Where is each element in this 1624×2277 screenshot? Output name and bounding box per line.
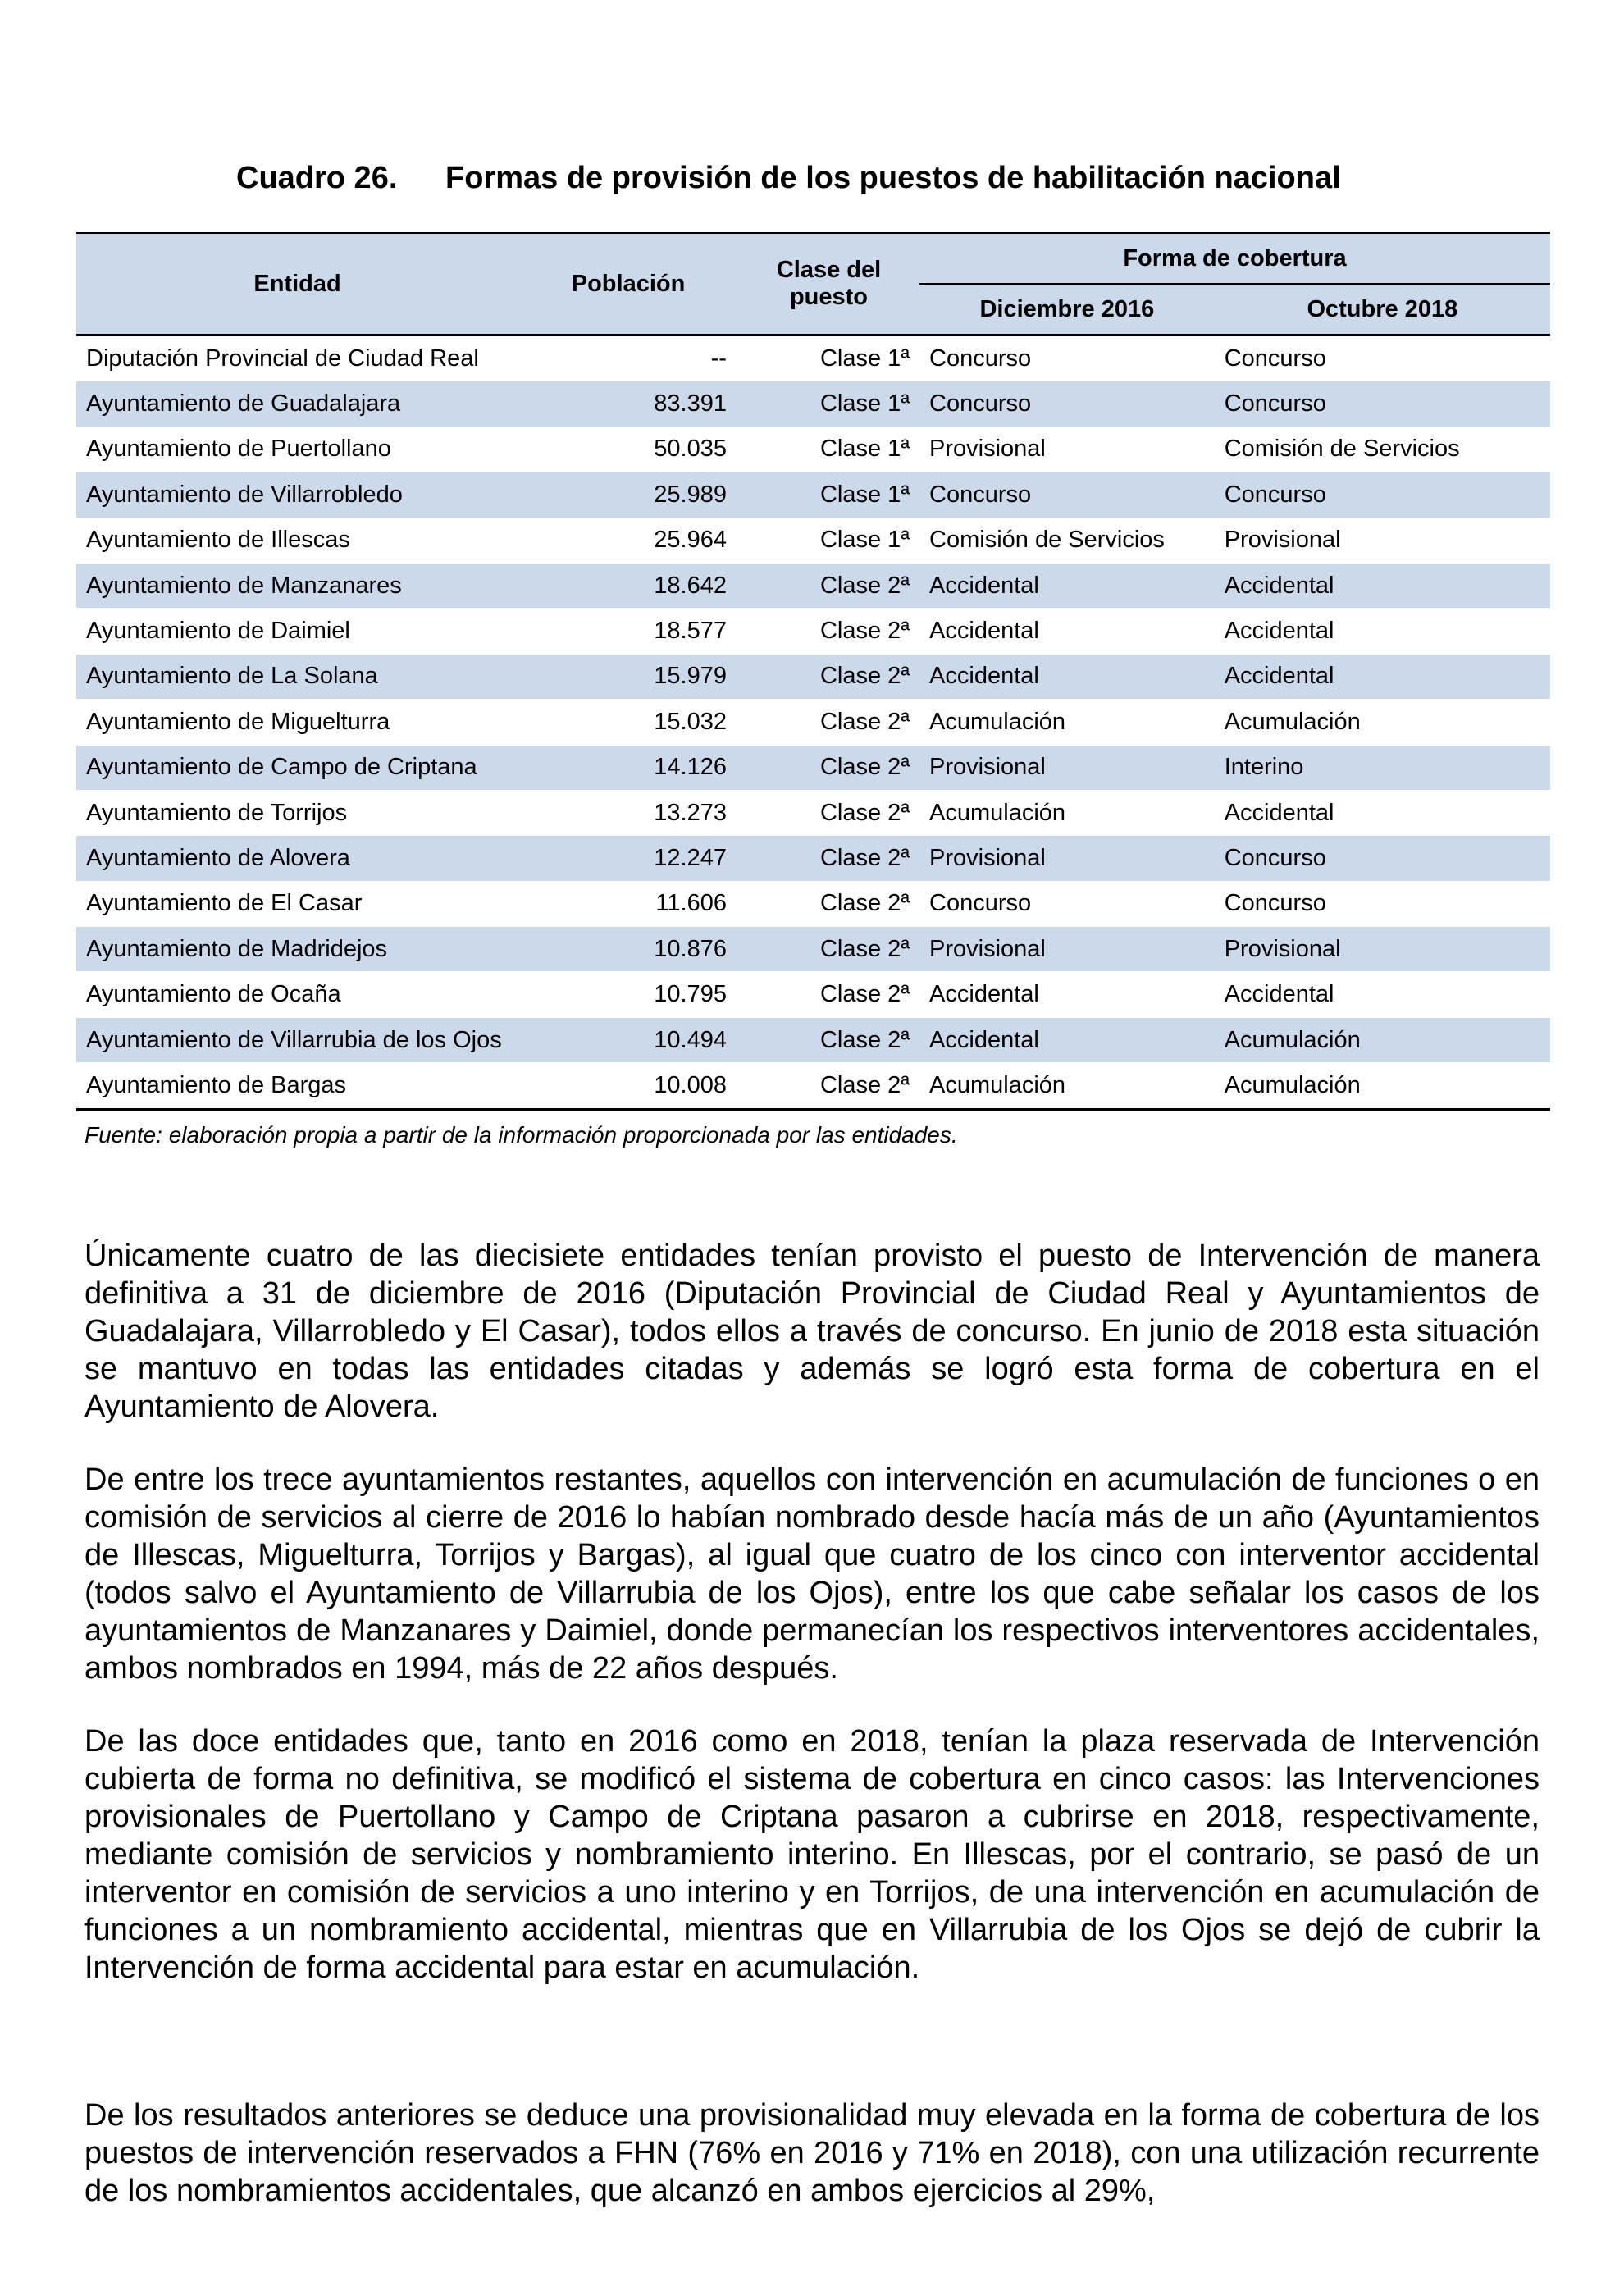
cell-dic2016: Accidental [919,1017,1215,1062]
cell-entidad: Ayuntamiento de Ocaña [86,981,341,1008]
cell-oct2018: Concurso [1215,472,1550,518]
cell-clase: Clase 1ª [738,472,919,518]
cell-dic2016: Acumulación [929,1071,1066,1098]
table-body [76,335,1550,1110]
cell-oct2018: Acumulación [1215,1017,1550,1062]
cell-clase: Clase 2ª [819,1071,910,1098]
header-clase: Clase del puesto [738,233,919,335]
cell-entidad: Ayuntamiento de Puertollano [86,436,391,463]
cell-poblacion: 15.032 [654,708,727,735]
cell-dic2016: Accidental [929,981,1039,1008]
cell-poblacion: 14.126 [518,745,738,790]
cell-clase: Clase 2ª [819,799,910,826]
header-entidad: Entidad [76,233,518,335]
caption-title: Formas de provisión de los puestos de habilitación nacional [445,161,1341,195]
cell-dic2016: Accidental [929,618,1039,645]
cell-dic2016: Accidental [919,563,1215,608]
cell-oct2018: Provisional [1215,927,1550,972]
cell-poblacion: 10.795 [654,981,727,1008]
caption-number: Cuadro 26. [236,161,398,195]
cell-entidad: Ayuntamiento de La Solana [76,654,518,699]
cell-poblacion: 83.391 [518,381,738,427]
cell-entidad: Ayuntamiento de Daimiel [86,618,350,645]
cell-entidad: Ayuntamiento de Alovera [76,836,518,881]
header-forma-cobertura: Forma de cobertura [919,233,1550,284]
table-header [76,233,1550,335]
table-row [76,518,1550,563]
provision-table [76,232,1550,1111]
cell-oct2018: Accidental [1224,799,1334,826]
cell-clase: Clase 1ª [819,527,910,554]
cell-dic2016: Concurso [919,472,1215,518]
cell-dic2016: Provisional [919,927,1215,972]
cell-entidad: Ayuntamiento de Villarrubia de los Ojos [76,1017,518,1062]
cell-dic2016: Provisional [929,436,1046,463]
table-row [76,335,1550,381]
cell-oct2018: Provisional [1224,527,1341,554]
cell-entidad: Ayuntamiento de Miguelturra [86,708,390,735]
cell-clase: Clase 2ª [819,890,910,917]
paragraph-1: Únicamente cuatro de las diecisiete entidades tenían provisto el puesto de Intervención de manera definitiva a 31 de diciembre de 2016 (Diputación Provincial de Ciudad Real y Ayuntamientos de Guadalajara, Villarrobledo y El Casar), todos ellos a través de concurso. En junio de 2018 esta situación se mantuvo en todas las entidades citadas y además se logró esta forma de cobertura en el Ayuntamiento de Alovera. [84,1239,1540,1424]
cell-oct2018: Acumulación [1224,708,1361,735]
table-row [76,1017,1550,1062]
cell-dic2016: Concurso [929,890,1032,917]
paragraph-3: De las doce entidades que, tanto en 2016 como en 2018, tenían la plaza reservada de Intervención cubierta de forma no definitiva, se modificó el sistema de cobertura en cinco casos: las Intervenciones provisionales de Puertollano y Campo de Criptana pasaron a cubrirse en 2018, respectivamente, mediante comisión de servicios y nombramiento interino. En Illescas, por el contrario, se pasó de un interventor en comisión de servicios a uno interino y en Torrijos, de una intervención en acumulación de funciones a un nombramiento accidental, mientras que en Villarrubia de los Ojos se dejó de cubrir la Intervención de forma accidental para estar en acumulación. [84,1724,1540,1985]
paragraph-4: De los resultados anteriores se deduce una provisionalidad muy elevada en la forma de cobertura de los puestos de intervención reservados a FHN (76% en 2016 y 71% en 2018), con una utilización recurrente de los nombramientos accidentales, que alcanzó en ambos ejercicios al 29%, [84,2098,1540,2208]
cell-dic2016: Comisión de Servicios [929,527,1165,554]
cell-oct2018: Interino [1215,745,1550,790]
cell-clase: Clase 1ª [819,436,910,463]
cell-entidad: Ayuntamiento de El Casar [86,890,363,917]
paragraph-2: De entre los trece ayuntamientos restantes, aquellos con intervención en acumulación de funciones o en comisión de servicios al cierre de 2016 lo habían nombrado desde hacía más de un año (Ayuntamientos de Illescas, Miguelturra, Torrijos y Bargas), al igual que cuatro de los cinco con interventor accidental (todos salvo el Ayuntamiento de Villarrubia de los Ojos), entre los que cabe señalar los casos de los ayuntamientos de Manzanares y Daimiel, donde permanecían los respectivos interventores accidentales, ambos nombrados en 1994, más de 22 años después. [84,1462,1540,1686]
cell-oct2018: Concurso [1224,890,1326,917]
cell-dic2016: Acumulación [929,708,1066,735]
cell-clase: Clase 2ª [738,927,919,972]
cell-entidad: Ayuntamiento de Madridejos [76,927,518,972]
header-diciembre-2016: Diciembre 2016 [919,284,1215,335]
header-octubre-2018: Octubre 2018 [1215,284,1550,335]
cell-clase: Clase 2ª [819,708,910,735]
cell-clase: Clase 1ª [819,345,910,372]
cell-poblacion: 50.035 [654,436,727,463]
table-row [76,563,1550,608]
cell-dic2016: Concurso [919,381,1215,427]
cell-poblacion: 13.273 [654,799,727,826]
cell-clase: Clase 2ª [819,981,910,1008]
cell-entidad: Diputación Provincial de Ciudad Real [86,345,479,372]
cell-oct2018: Accidental [1224,981,1334,1008]
cell-oct2018: Accidental [1215,654,1550,699]
cell-entidad: Ayuntamiento de Manzanares [76,563,518,608]
cell-poblacion: 12.247 [518,836,738,881]
cell-clase: Clase 2ª [738,1017,919,1062]
cell-dic2016: Provisional [919,745,1215,790]
cell-poblacion: 10.008 [654,1071,727,1098]
cell-oct2018: Acumulación [1224,1071,1361,1098]
table-row [76,745,1550,790]
table-row [76,472,1550,518]
cell-clase: Clase 2ª [738,836,919,881]
cell-poblacion: 10.876 [518,927,738,972]
cell-poblacion: 25.964 [654,527,727,554]
cell-poblacion: 15.979 [518,654,738,699]
cell-dic2016: Provisional [919,836,1215,881]
cell-oct2018: Comisión de Servicios [1224,436,1460,463]
cell-clase: Clase 2ª [738,654,919,699]
table-caption [236,161,1341,196]
cell-entidad: Ayuntamiento de Guadalajara [76,381,518,427]
cell-poblacion: 25.989 [518,472,738,518]
cell-oct2018: Accidental [1215,563,1550,608]
cell-poblacion: 11.606 [655,890,727,917]
cell-oct2018: Concurso [1224,345,1326,372]
cell-oct2018: Accidental [1224,618,1334,645]
header-poblacion: Población [518,233,738,335]
cell-entidad: Ayuntamiento de Campo de Criptana [76,745,518,790]
cell-dic2016: Accidental [919,654,1215,699]
table-row [76,1063,1550,1110]
table-source-note: Fuente: elaboración propia a partir de la información proporcionada por las entidades. [84,1122,958,1148]
table-row [76,972,1550,1017]
cell-dic2016: Concurso [929,345,1032,372]
cell-oct2018: Concurso [1215,381,1550,427]
cell-clase: Clase 1ª [738,381,919,427]
cell-clase: Clase 2ª [738,563,919,608]
table-row [76,790,1550,835]
cell-poblacion: 10.494 [518,1017,738,1062]
cell-poblacion: 18.642 [518,563,738,608]
table-row [76,700,1550,745]
table-row [76,927,1550,972]
cell-poblacion: -- [710,345,727,372]
cell-poblacion: 18.577 [654,618,727,645]
table-row [76,427,1550,472]
cell-clase: Clase 2ª [738,745,919,790]
table-row [76,381,1550,427]
cell-entidad: Ayuntamiento de Torrijos [86,799,348,826]
cell-dic2016: Acumulación [929,799,1066,826]
table-row [76,654,1550,699]
cell-entidad: Ayuntamiento de Bargas [86,1071,347,1098]
cell-clase: Clase 2ª [819,618,910,645]
table-row [76,836,1550,881]
table-row [76,609,1550,654]
cell-entidad: Ayuntamiento de Villarrobledo [76,472,518,518]
cell-oct2018: Concurso [1215,836,1550,881]
table-row [76,881,1550,926]
cell-entidad: Ayuntamiento de Illescas [86,527,350,554]
